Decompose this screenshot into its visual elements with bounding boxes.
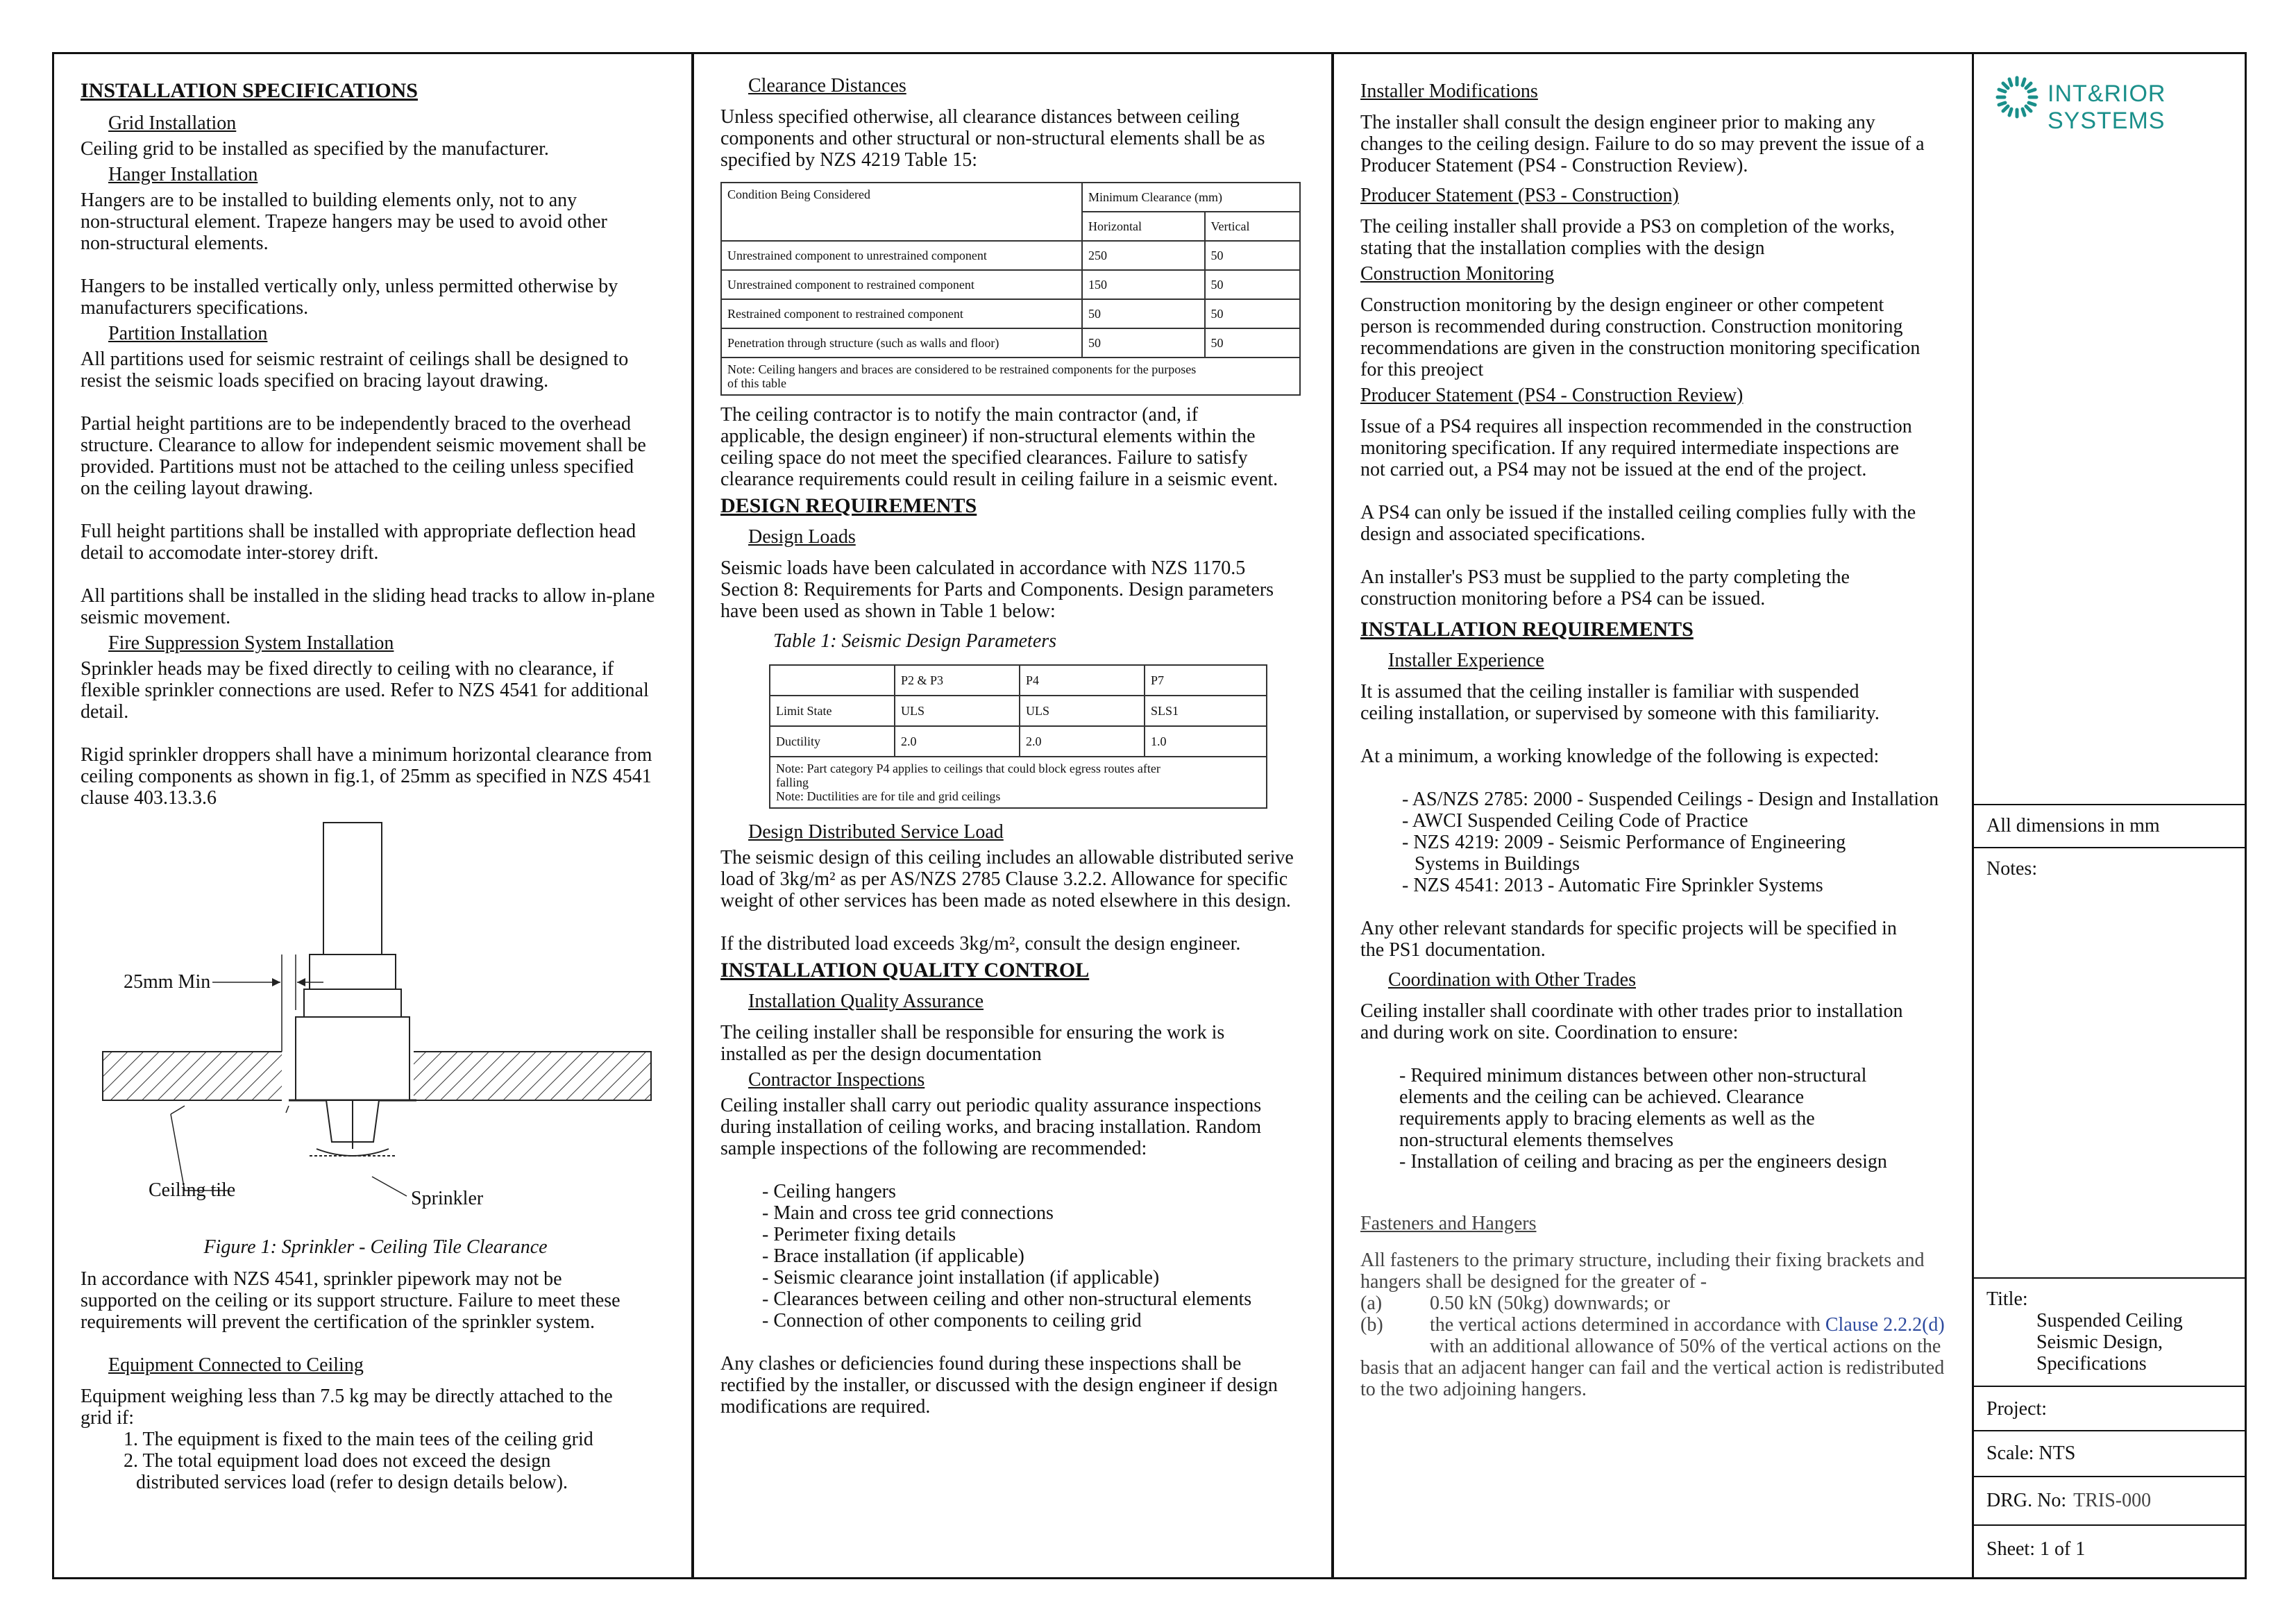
paragraph: Hangers to be installed vertically only, unless permitted otherwise by manufacturers specifications. xyxy=(81,276,618,319)
list-item: 1. The equipment is fixed to the main tees of the ceiling grid 2. The total equipment load does not exceed the design distributed services load (refer to design details below). xyxy=(124,1429,593,1493)
paragraph: Any other relevant standards for specific projects will be specified in the PS1 documentation. xyxy=(1360,918,1897,961)
paragraph: The installer shall consult the design engineer prior to making any changes to the ceiling design. Failure to do so may prevent the issue of a Producer Statement (PS4 - Construction Review). xyxy=(1360,112,1925,176)
table-caption: Table 1: Seismic Design Parameters xyxy=(773,630,1057,652)
paragraph: The ceiling contractor is to notify the main contractor (and, if applicable, the design engineer) if non-structural elements within the ceiling space do not meet the specified clearances. Failure to satisfy clearance requirements could result in ceiling failure in a seismic event. xyxy=(720,404,1278,490)
list-item: - Ceiling hangers xyxy=(762,1181,896,1202)
notes-box: Notes: xyxy=(1974,848,2245,1279)
list-item: - AWCI Suspended Ceiling Code of Practice xyxy=(1402,810,1748,832)
table-header: Vertical xyxy=(1205,212,1300,241)
label-sprinkler: Sprinkler xyxy=(411,1188,484,1209)
project-box: Project: xyxy=(1974,1387,2245,1431)
list-item: - AS/NZS 2785: 2000 - Suspended Ceilings - Design and Installation xyxy=(1402,789,1939,810)
table-row: Penetration through structure (such as walls and floor) 50 50 xyxy=(721,328,1300,358)
table-header: P7 xyxy=(1145,665,1267,696)
dimensions-note: All dimensions in mm xyxy=(1974,805,2245,848)
section-title: INSTALLATION SPECIFICATIONS xyxy=(81,79,418,102)
paragraph: At a minimum, a working knowledge of the following is expected: xyxy=(1360,746,1880,767)
sprinkler-figure xyxy=(81,816,673,1232)
table-header: Condition Being Considered xyxy=(721,183,1082,241)
scale-box: Scale: NTS xyxy=(1974,1431,2245,1477)
list-item: elements and the ceiling can be achieved. Clearance xyxy=(1399,1086,1805,1108)
section-title: INSTALLATION QUALITY CONTROL xyxy=(720,959,1090,982)
table-header: P2 & P3 xyxy=(895,665,1020,696)
heading-fire-suppression: Fire Suppression System Installation xyxy=(108,632,394,654)
logo-area xyxy=(1974,54,2245,805)
paragraph: Construction monitoring by the design engineer or other competent person is recommended during construction. Construction monitoring recommendations are given in the construction monitoring specification for this preoject xyxy=(1360,294,1921,380)
list-item: - Seismic clearance joint installation (if applicable) xyxy=(762,1267,1160,1288)
heading-coordination: Coordination with Other Trades xyxy=(1388,969,1636,991)
paragraph: Partial height partitions are to be independently braced to the overhead structure. Clearance to allow for independent seismic movement shall be provided. Partitions must not be attached to the ceiling unless specified on the ceiling layout drawing. xyxy=(81,413,646,499)
paragraph: Ceiling grid to be installed as specified by the manufacturer. xyxy=(81,138,549,160)
list-item: - Installation of ceiling and bracing as per the engineers design xyxy=(1399,1151,1887,1172)
paragraph: Ceiling installer shall coordinate with other trades prior to installation and during work on site. Coordination to ensure: xyxy=(1360,1000,1903,1043)
paragraph: Issue of a PS4 requires all inspection recommended in the construction monitoring specification. If any required intermediate inspections are not carried out, a PS4 may not be issued at the end of the project. xyxy=(1360,416,1912,480)
sheet-box: Sheet: 1 of 1 xyxy=(1986,1538,2086,1560)
list-item: non-structural elements themselves xyxy=(1399,1129,1673,1151)
paragraph: Full height partitions shall be installed with appropriate deflection head detail to accomodate inter-storey drift. xyxy=(81,521,636,564)
paragraph: Unless specified otherwise, all clearance distances between ceiling components and other structural or non-structural elements shall be as specified by NZS 4219 Table 15: xyxy=(720,106,1265,171)
paragraph: Equipment weighing less than 7.5 kg may be directly attached to the grid if: xyxy=(81,1386,613,1429)
paragraph: In accordance with NZS 4541, sprinkler pipework may not be supported on the ceiling or its support structure. Failure to meet these requirements will prevent the certification of the sprinkler system. xyxy=(81,1268,621,1333)
figure-caption: Figure 1: Sprinkler - Ceiling Tile Clearance xyxy=(203,1236,548,1258)
heading-installer-modifications: Installer Modifications xyxy=(1360,81,1538,102)
paragraph: All fasteners to the primary structure, including their fixing brackets and hangers shall be designed for the greater of - xyxy=(1360,1250,1925,1293)
list-item: Systems in Buildings xyxy=(1415,853,1580,875)
column-2 xyxy=(694,54,1334,1577)
heading-design-distributed-service-load: Design Distributed Service Load xyxy=(748,821,1004,843)
table-header: Horizontal xyxy=(1082,212,1205,241)
title-box: Title: Suspended Ceiling Seismic Design, Specifications xyxy=(1974,1279,2245,1387)
heading-design-loads: Design Loads xyxy=(748,526,856,548)
drawing-sheet xyxy=(52,52,2247,1579)
list-item: - Main and cross tee grid connections xyxy=(762,1202,1054,1224)
paragraph: All partitions shall be installed in the sliding head tracks to allow in-plane seismic movement. xyxy=(81,585,655,628)
paragraph: Seismic loads have been calculated in accordance with NZS 1170.5 Section 8: Requirements for Parts and Components. Design parameters have been used as shown in Table 1 below: xyxy=(720,557,1274,622)
label-25mm-min: 25mm Min xyxy=(124,971,211,993)
section-title: DESIGN REQUIREMENTS xyxy=(720,494,977,517)
table-row: Limit State ULS ULS SLS1 xyxy=(770,696,1267,726)
column-1 xyxy=(54,54,694,1577)
list-item: - Brace installation (if applicable) xyxy=(762,1245,1024,1267)
table-row: Unrestrained component to restrained component 150 50 xyxy=(721,270,1300,299)
paragraph: to the two adjoining hangers. xyxy=(1360,1379,1587,1400)
sprinkler-diagram xyxy=(81,816,673,1232)
heading-ps4: Producer Statement (PS4 - Construction Review) xyxy=(1360,385,1744,406)
heading-fasteners-hangers: Fasteners and Hangers xyxy=(1360,1213,1537,1234)
inspection-list xyxy=(720,1181,1310,1331)
logo-icon xyxy=(1995,75,2039,119)
paragraph: The ceiling installer shall provide a PS3 on completion of the works, stating that the installation complies with the design xyxy=(1360,216,1895,259)
heading-grid-installation: Grid Installation xyxy=(108,112,237,134)
heading-installer-experience: Installer Experience xyxy=(1388,650,1544,671)
logo-text: INT&RIOR SYSTEMS xyxy=(2048,81,2166,134)
table-note: Note: Part category P4 applies to ceilings that could block egress routes after falling Note: Ductilities are for tile and grid ceilings xyxy=(770,757,1267,808)
paragraph: A PS4 can only be issued if the installed ceiling complies fully with the design and associated specifications. xyxy=(1360,502,1916,545)
paragraph: Sprinkler heads may be fixed directly to ceiling with no clearance, if flexible sprinkler connections are used. Refer to NZS 4541 for additional detail. xyxy=(81,658,649,723)
drawing-number-box: DRG. No: TRIS-000 xyxy=(1974,1477,2245,1526)
list-item: requirements apply to bracing elements as well as the xyxy=(1399,1108,1815,1129)
list-item: - NZS 4541: 2013 - Automatic Fire Sprinkler Systems xyxy=(1402,875,1823,896)
coordination-list xyxy=(1360,1065,1951,1172)
paragraph: The ceiling installer shall be responsible for ensuring the work is installed as per the design documentation xyxy=(720,1022,1225,1065)
list-item: - Connection of other components to ceiling grid xyxy=(762,1310,1142,1331)
paragraph: basis that an adjacent hanger can fail and the vertical action is redistributed xyxy=(1360,1357,1945,1379)
paragraph: Any clashes or deficiencies found during these inspections shall be rectified by the installer, or discussed with the design engineer if design modifications are required. xyxy=(720,1353,1278,1418)
list-item: - Perimeter fixing details xyxy=(762,1224,956,1245)
heading-equipment: Equipment Connected to Ceiling xyxy=(108,1354,364,1376)
seismic-table xyxy=(769,664,1267,809)
table-row: Ductility 2.0 2.0 1.0 xyxy=(770,726,1267,757)
table-row: Restrained component to restrained component 50 50 xyxy=(721,299,1300,328)
table-note: Note: Ceiling hangers and braces are considered to be restrained components for the purposes of this table xyxy=(721,358,1300,395)
list-item: - Required minimum distances between other non-structural xyxy=(1399,1065,1867,1086)
table-header: P4 xyxy=(1020,665,1145,696)
heading-hanger-installation: Hanger Installation xyxy=(108,164,258,185)
heading-contractor-inspections: Contractor Inspections xyxy=(748,1069,925,1091)
paragraph: Hangers are to be installed to building elements only, not to any non-structural element. Trapeze hangers may be used to avoid other non-structural elements. xyxy=(81,190,607,254)
clause-link[interactable]: Clause 2.2.2(d) xyxy=(1825,1314,1945,1336)
section-title: INSTALLATION REQUIREMENTS xyxy=(1360,618,1694,641)
paragraph: It is assumed that the ceiling installer is familiar with suspended ceiling installation, or supervised by someone with this familiarity. xyxy=(1360,681,1880,724)
pipe-shape xyxy=(323,823,382,955)
paragraph: An installer's PS3 must be supplied to the party completing the construction monitoring before a PS4 can be issued. xyxy=(1360,566,1850,609)
heading-construction-monitoring: Construction Monitoring xyxy=(1360,263,1555,285)
label-ceiling-tile: Ceiling tile xyxy=(149,1179,236,1201)
clause-a: (a) 0.50 kN (50kg) downwards; or xyxy=(1360,1293,1671,1314)
heading-clearance-distances: Clearance Distances xyxy=(748,75,906,96)
paragraph: If the distributed load exceeds 3kg/m², consult the design engineer. xyxy=(720,933,1241,955)
heading-ps3: Producer Statement (PS3 - Construction) xyxy=(1360,185,1679,206)
paragraph: with an additional allowance of 50% of the vertical actions on the xyxy=(1430,1336,1941,1357)
paragraph: All partitions used for seismic restraint of ceilings shall be designed to resist the seismic loads specified on bracing layout drawing. xyxy=(81,348,629,392)
title-block xyxy=(1974,54,2245,1577)
list-item: - NZS 4219: 2009 - Seismic Performance of Engineering xyxy=(1402,832,1846,853)
column-3 xyxy=(1334,54,1974,1577)
paragraph: The seismic design of this ceiling includes an allowable distributed serive load of 3kg/m² as per AS/NZS 2785 Clause 3.2.2. Allowance for specific weight of other services has been made as noted elsewhere in this design. xyxy=(720,847,1294,911)
paragraph: Rigid sprinkler droppers shall have a minimum horizontal clearance from ceiling components as shown in fig.1, of 25mm as specified in NZS 4541 clause 403.13.3.6 xyxy=(81,744,652,809)
list-item: - Clearances between ceiling and other non-structural elements xyxy=(762,1288,1252,1310)
table-row: Unrestrained component to unrestrained component 250 50 xyxy=(721,241,1300,270)
table-header: Minimum Clearance (mm) xyxy=(1082,183,1300,212)
standards-list xyxy=(1360,789,1951,896)
clearance-table xyxy=(720,182,1301,396)
paragraph: Ceiling installer shall carry out periodic quality assurance inspections during installation of ceiling works, and bracing installation. Random sample inspections of the following are recommended: xyxy=(720,1095,1262,1159)
clause-b: (b) the vertical actions determined in accordance with Clause 2.2.2(d) xyxy=(1360,1314,1945,1336)
heading-partition-installation: Partition Installation xyxy=(108,323,268,344)
heading-quality-assurance: Installation Quality Assurance xyxy=(748,991,984,1012)
